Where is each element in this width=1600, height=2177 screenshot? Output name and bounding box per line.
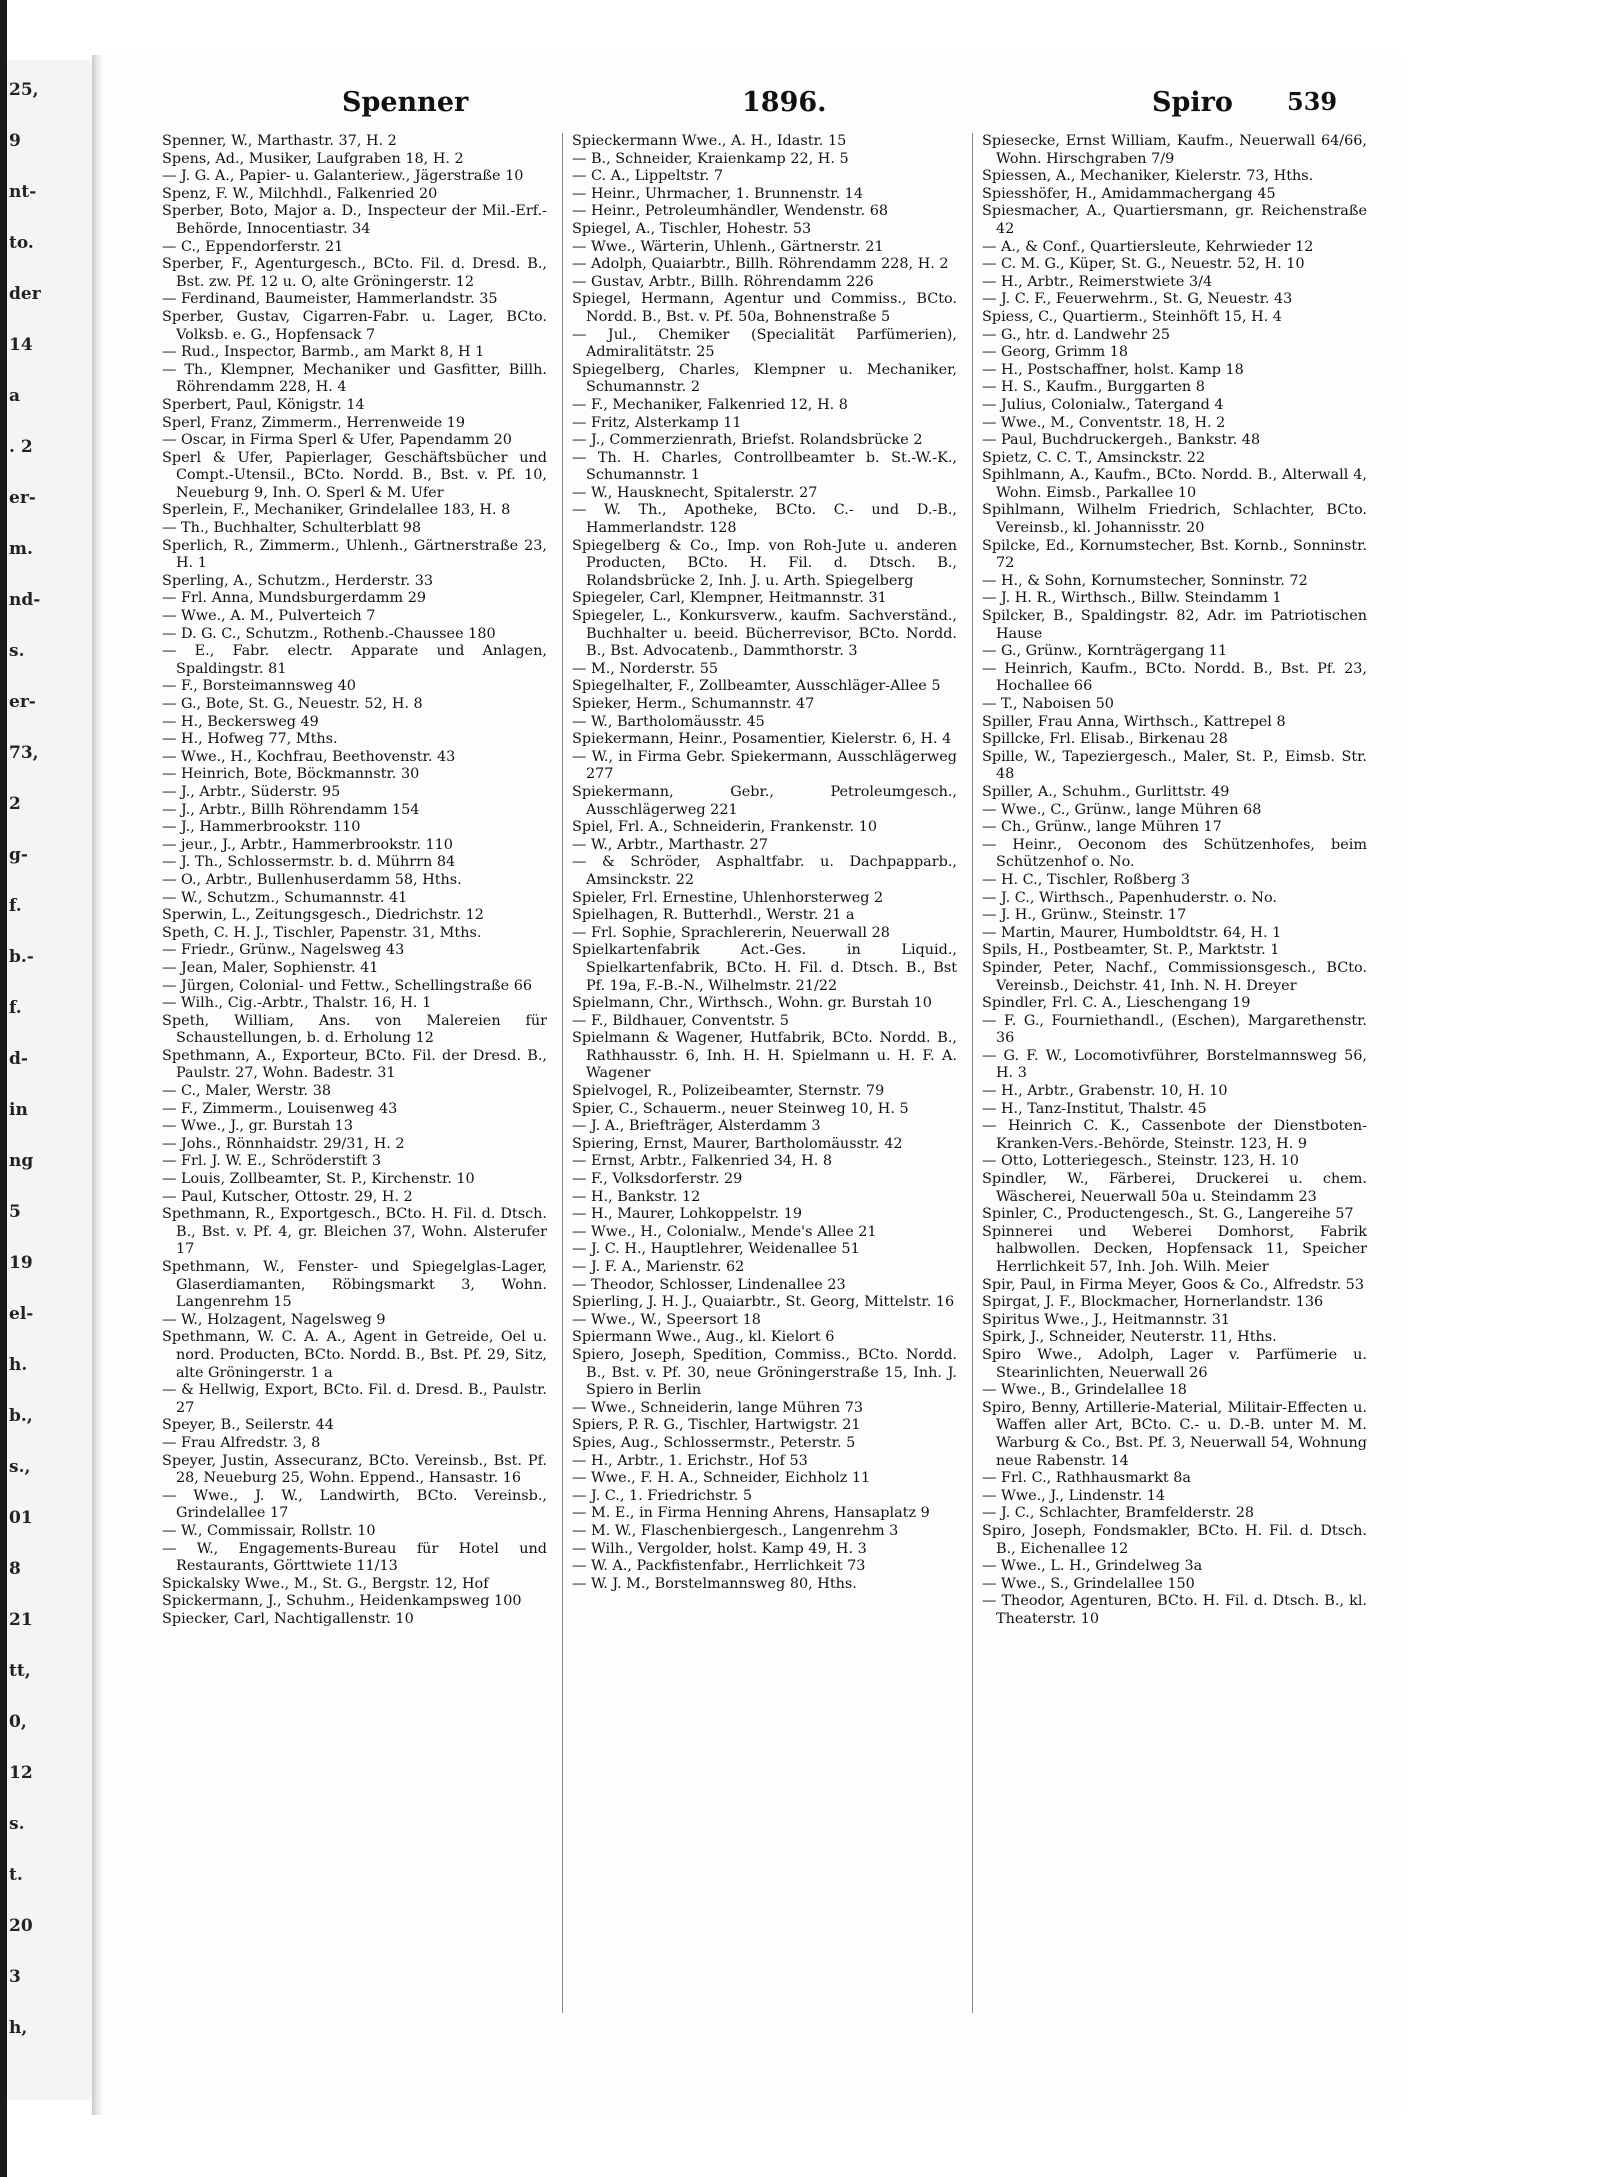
- directory-entry: — Rud., Inspector, Barmb., am Markt 8, H 1: [162, 344, 485, 361]
- previous-page-fragment: h,: [9, 2018, 28, 2038]
- directory-entry: — B., Schneider, Kraienkamp 22, H. 5: [572, 150, 849, 167]
- directory-entry: — J. C., Wirthsch., Papenhuderstr. o. No.: [982, 889, 1277, 906]
- directory-entry: Sperwin, L., Zeitungsgesch., Diedrichstr. 12: [162, 907, 484, 924]
- directory-entry: — Wwe., W., Speersort 18: [572, 1311, 761, 1328]
- previous-page-fragment: 3: [9, 1967, 21, 1987]
- previous-page-fragment: er-: [9, 488, 36, 508]
- directory-entry: Spiegeler, L., Konkursverw., kaufm. Sachverständ., Buchhalter u. beeid. Bücherrevisor, BCto. Nordd. B., Bst. Advocatenb., Dammthorstr. 3: [572, 608, 957, 660]
- directory-entry: Spiegel, A., Tischler, Hohestr. 53: [572, 220, 812, 237]
- directory-entry: — Fritz, Alsterkamp 11: [572, 414, 742, 431]
- directory-entry: Spiekermann, Heinr., Posamentier, Kielerstr. 6, H. 4: [572, 731, 952, 748]
- directory-entry: Spielhagen, R. Butterhdl., Werstr. 21 a: [572, 907, 855, 924]
- directory-entry: — Wwe., J. W., Landwirth, BCto. Vereinsb., Grindelallee 17: [162, 1487, 547, 1522]
- directory-entry: — Wwe., J., gr. Burstah 13: [162, 1118, 353, 1135]
- directory-entry: — D. G. C., Schutzm., Rothenb.-Chaussee 180: [162, 625, 496, 642]
- directory-entry: Sperber, F., Agenturgesch., BCto. Fil. d. Dresd. B., Bst. zw. Pf. 12 u. O, alte Gröningerstr. 12: [162, 256, 547, 290]
- previous-page-fragment: d-: [9, 1049, 28, 1069]
- directory-entry: — G., htr. d. Landwehr 25: [982, 326, 1171, 343]
- directory-entry: Spens, Ad., Musiker, Laufgraben 18, H. 2: [162, 150, 464, 167]
- directory-entry: — J. Th., Schlossermstr. b. d. Mührrn 84: [162, 854, 456, 871]
- directory-entry: — W., Hausknecht, Spitalerstr. 27: [572, 484, 818, 501]
- directory-entry: Spiessen, A., Mechaniker, Kielerstr. 73, Hths.: [982, 168, 1314, 185]
- previous-page-fragment: er-: [9, 692, 36, 712]
- directory-entry: Sperl, Franz, Zimmerm., Herrenweide 19: [162, 414, 465, 431]
- directory-entry: — W., Bartholomäusstr. 45: [572, 713, 765, 730]
- directory-entry: Spille, W., Tapeziergesch., Maler, St. P., Eimsb. Str. 48: [982, 748, 1367, 783]
- directory-entry: — M. E., in Firma Henning Ahrens, Hansaplatz 9: [572, 1505, 930, 1522]
- directory-entry: Spieler, Frl. Ernestine, Uhlenhorsterweg 2: [572, 889, 884, 906]
- directory-entry: Spindler, Frl. C. A., Lieschengang 19: [982, 995, 1251, 1012]
- directory-entry: — Frl. Sophie, Sprachlererin, Neuerwall 28: [572, 924, 890, 941]
- directory-entry: Spielmann, Chr., Wirthsch., Wohn. gr. Burstah 10: [572, 995, 932, 1012]
- directory-entry: Sperbert, Paul, Königstr. 14: [162, 396, 365, 413]
- directory-entry: Spiekermann, Gebr., Petroleumgesch., Ausschlägerweg 221: [572, 783, 957, 818]
- directory-entry: Spiesshöfer, H., Amidammachergang 45: [982, 185, 1276, 202]
- directory-entry: Spethmann, W. C. A. A., Agent in Getreide, Oel u. nord. Producten, BCto. Nordd. B., Bst. Pf. 29, Sitz, alte Gröningerstr. 1 a: [162, 1329, 547, 1381]
- directory-entry: — J. C. H., Hauptlehrer, Weidenallee 51: [572, 1241, 860, 1258]
- directory-entry: — Heinrich, Bote, Böckmannstr. 30: [162, 766, 420, 783]
- previous-page-fragment: der: [9, 284, 41, 304]
- directory-entry: Spiegelhalter, F., Zollbeamter, Ausschläger-Allee 5: [572, 678, 941, 695]
- directory-entry: — J., Arbtr., Billh Röhrendamm 154: [162, 801, 420, 818]
- directory-entry: Spiegel, Hermann, Agentur und Commiss., BCto. Nordd. B., Bst. v. Pf. 50a, Bohnenstraße 5: [572, 291, 957, 325]
- directory-entry: — J. F. A., Marienstr. 62: [572, 1259, 745, 1275]
- directory-entry: — Ernst, Arbtr., Falkenried 34, H. 8: [572, 1153, 833, 1170]
- previous-page-fragment: el-: [9, 1304, 34, 1324]
- directory-entry: Spirgat, J. F., Blockmacher, Hornerlandstr. 136: [982, 1294, 1324, 1311]
- directory-entry: Spilcker, B., Spaldingstr. 82, Adr. im Patriotischen Hause: [982, 608, 1367, 642]
- directory-entry: — W., in Firma Gebr. Spiekermann, Ausschlägerweg 277: [572, 748, 957, 783]
- directory-entry: Spickermann, J., Schuhm., Heidenkampsweg 100: [162, 1593, 522, 1610]
- directory-entry: — Ferdinand, Baumeister, Hammerlandstr. 35: [162, 291, 498, 308]
- directory-entry: — C., Maler, Werstr. 38: [162, 1083, 332, 1100]
- directory-entry: — G. F. W., Locomotivführer, Borstelmannsweg 56, H. 3: [982, 1047, 1367, 1082]
- directory-entry: Spiess, C., Quartierm., Steinhöft 15, H. 4: [982, 308, 1282, 325]
- previous-page-fragment: 19: [9, 1253, 33, 1273]
- directory-entry: — Martin, Maurer, Humboldtstr. 64, H. 1: [982, 924, 1282, 941]
- column-3: [982, 133, 1367, 2013]
- directory-entry: Spies, Aug., Schlossermstr., Peterstr. 5: [572, 1434, 856, 1451]
- directory-entry: — Wwe., A. M., Pulverteich 7: [162, 608, 376, 625]
- previous-page-strip: [7, 60, 92, 2100]
- directory-entry: — W. Th., Apotheke, BCto. C.- und D.-B., Hammerlandstr. 128: [572, 502, 957, 537]
- directory-entry: — J. H., Grünw., Steinstr. 17: [982, 907, 1187, 924]
- directory-entry: — F., Volksdorferstr. 29: [572, 1171, 743, 1188]
- previous-page-fragment: 5: [9, 1202, 21, 1222]
- previous-page-fragment: tt,: [9, 1661, 31, 1681]
- directory-entry: — Georg, Grimm 18: [982, 344, 1129, 361]
- directory-entry: — Otto, Lotteriegesch., Steinstr. 123, H. 10: [982, 1153, 1299, 1170]
- directory-entry: Spinnerei und Weberei Domhorst, Fabrik halbwollen. Decken, Hopfensack 11, Speicher Herrlichkeit 57, Inh. Joh. Wilh. Meier: [982, 1223, 1367, 1275]
- directory-entry: — G., Bote, St. G., Neuestr. 52, H. 8: [162, 696, 423, 712]
- directory-entry: Spiesmacher, A., Quartiersmann, gr. Reichenstraße 42: [982, 203, 1367, 237]
- directory-entry: Sperlein, F., Mechaniker, Grindelallee 183, H. 8: [162, 502, 511, 519]
- directory-entry: — Wwe., F. H. A., Schneider, Eichholz 11: [572, 1470, 871, 1487]
- directory-entry: — W. A., Packfistenfabr., Herrlichkeit 73: [572, 1558, 866, 1575]
- directory-entry: — T., Naboisen 50: [982, 696, 1114, 712]
- previous-page-fragment: s.: [9, 641, 25, 661]
- directory-entry: Spilcke, Ed., Kornumstecher, Bst. Kornb., Sonninstr. 72: [982, 537, 1367, 572]
- directory-entry: Spethmann, W., Fenster- und Spiegelglas-Lager, Glaserdiamanten, Röbingsmarkt 3, Wohn. Langenrehm 15: [162, 1259, 547, 1311]
- directory-entry: Spietz, C. C. T., Amsinckstr. 22: [982, 449, 1206, 466]
- directory-entry: — Frl. Anna, Mundsburgerdamm 29: [162, 590, 427, 607]
- directory-entry: — H. C., Tischler, Roßberg 3: [982, 871, 1191, 888]
- directory-entry: Speth, C. H. J., Tischler, Papenstr. 31, Mths.: [162, 924, 482, 941]
- directory-entry: — Louis, Zollbeamter, St. P., Kirchenstr. 10: [162, 1171, 475, 1188]
- directory-entry: — Frau Alfredstr. 3, 8: [162, 1434, 321, 1451]
- directory-entry: Spenz, F. W., Milchhdl., Falkenried 20: [162, 185, 438, 202]
- previous-page-fragment: nd-: [9, 590, 41, 610]
- directory-entry: — W., Schutzm., Schumannstr. 41: [162, 889, 408, 906]
- directory-entry: — W., Commissair, Rollstr. 10: [162, 1522, 376, 1539]
- previous-page-fragment: b.,: [9, 1406, 33, 1426]
- directory-entry: Spiering, Ernst, Maurer, Bartholomäusstr. 42: [572, 1135, 903, 1152]
- previous-page-fragment: g-: [9, 845, 28, 865]
- directory-entry: Spiegelberg & Co., Imp. von Roh-Jute u. anderen Producten, BCto. H. Fil. d. Dtsch. B., Rolandsbrücke 2, Inh. J. u. Arth. Spiegelberg: [572, 537, 957, 589]
- previous-page-fragment: s.,: [9, 1457, 31, 1477]
- page-header: [102, 87, 1402, 127]
- directory-entry: — Wwe., S., Grindelallee 150: [982, 1575, 1195, 1592]
- directory-entry: Speth, William, Ans. von Malereien für Schaustellungen, b. d. Erholung 12: [162, 1012, 547, 1047]
- previous-page-fragment: b.-: [9, 947, 34, 967]
- directory-entry: — H. S., Kaufm., Burggarten 8: [982, 379, 1205, 396]
- directory-entry: Spinler, C., Productengesch., St. G., Langereihe 57: [982, 1206, 1354, 1223]
- directory-entry: — J. A., Briefträger, Alsterdamm 3: [572, 1118, 821, 1135]
- directory-entry: — Gustav, Arbtr., Billh. Röhrendamm 226: [572, 273, 874, 290]
- directory-entry: Sperling, A., Schutzm., Herderstr. 33: [162, 572, 434, 589]
- directory-entry: — Heinrich C. K., Cassenbote der Dienstboten-Kranken-Vers.-Behörde, Steinstr. 123, H. 9: [982, 1118, 1367, 1152]
- directory-entry: — jeur., J., Arbtr., Hammerbrookstr. 110: [162, 836, 453, 853]
- directory-entry: Spierling, J. H. J., Quaiarbtr., St. Georg, Mittelstr. 16: [572, 1294, 955, 1311]
- directory-entry: — Oscar, in Firma Sperl & Ufer, Papendamm 20: [162, 432, 512, 449]
- directory-entry: — Wilh., Cig.-Arbtr., Thalstr. 16, H. 1: [162, 995, 432, 1012]
- directory-entry: — & Hellwig, Export, BCto. Fil. d. Dresd. B., Paulstr. 27: [162, 1382, 547, 1416]
- column-2: [572, 133, 957, 2013]
- directory-entry: Spielvogel, R., Polizeibeamter, Sternstr. 79: [572, 1083, 885, 1100]
- directory-entry: Spiermann Wwe., Aug., kl. Kielort 6: [572, 1329, 835, 1346]
- directory-entry: — Theodor, Agenturen, BCto. H. Fil. d. Dtsch. B., kl. Theaterstr. 10: [982, 1593, 1367, 1627]
- directory-entry: — J. C., Schlachter, Bramfelderstr. 28: [982, 1505, 1255, 1522]
- directory-entry: — Th., Klempner, Mechaniker und Gasfitter, Billh. Röhrendamm 228, H. 4: [162, 361, 547, 396]
- directory-entry: Spiro Wwe., Adolph, Lager v. Parfümerie u. Stearinlichten, Neuerwall 26: [982, 1346, 1367, 1381]
- column-divider: [972, 133, 973, 2013]
- header-year: 1896.: [742, 87, 827, 118]
- directory-entry: Spickalsky Wwe., M., St. G., Bergstr. 12, Hof: [162, 1575, 489, 1592]
- scan-left-edge: [0, 0, 7, 2177]
- directory-entry: — H., Tanz-Institut, Thalstr. 45: [982, 1100, 1207, 1117]
- directory-entry: Sperl & Ufer, Papierlager, Geschäftsbücher und Compt.-Utensil., BCto. Nordd. B., Bst. v. Pf. 10, Neueburg 9, Inh. O. Sperl & M. Ufer: [162, 449, 547, 501]
- directory-entry: — J. G. A., Papier- u. Galanteriew., Jägerstraße 10: [162, 168, 524, 185]
- previous-page-fragment: 0,: [9, 1712, 27, 1732]
- directory-entry: — A., & Conf., Quartiersleute, Kehrwieder 12: [982, 238, 1314, 255]
- directory-entry: — F. G., Fourniethandl., (Eschen), Margarethenstr. 36: [982, 1012, 1367, 1047]
- directory-entry: Spindler, W., Färberei, Druckerei u. chem. Wäscherei, Neuerwall 50a u. Steindamm 23: [982, 1171, 1367, 1205]
- directory-entry: — J., Hammerbrookstr. 110: [162, 819, 361, 836]
- previous-page-fragment: 14: [9, 335, 33, 355]
- directory-entry: — H., & Sohn, Kornumstecher, Sonninstr. 72: [982, 572, 1308, 589]
- previous-page-fragment: t.: [9, 1865, 23, 1885]
- directory-entry: — Th. H. Charles, Controllbeamter b. St.-W.-K., Schumannstr. 1: [572, 449, 957, 484]
- directory-entry: — Johs., Rönnhaidstr. 29/31, H. 2: [162, 1135, 405, 1152]
- previous-page-fragment: a: [9, 386, 21, 406]
- directory-entry: — Frl. C., Rathhausmarkt 8a: [982, 1470, 1192, 1487]
- directory-entry: — W., Arbtr., Marthastr. 27: [572, 836, 768, 853]
- directory-entry: — Heinr., Petroleumhändler, Wendenstr. 68: [572, 203, 889, 220]
- directory-entry: Spihlmann, A., Kaufm., BCto. Nordd. B., Alterwall 4, Wohn. Eimsb., Parkallee 10: [982, 467, 1367, 501]
- page-number: 539: [1287, 87, 1338, 116]
- directory-entry: Spinder, Peter, Nachf., Commissionsgesch., BCto. Vereinsb., Deichstr. 41, Inh. N. H. Dreyer: [982, 959, 1367, 994]
- directory-entry: — Jürgen, Colonial- und Fettw., Schellingstraße 66: [162, 977, 533, 994]
- directory-entry: — J. H. R., Wirthsch., Billw. Steindamm 1: [982, 590, 1282, 607]
- directory-entry: — Adolph, Quaiarbtr., Billh. Röhrendamm 228, H. 2: [572, 256, 949, 273]
- directory-entry: — H., Maurer, Lohkoppelstr. 19: [572, 1206, 803, 1223]
- directory-entry: — M. W., Flaschenbiergesch., Langenrehm 3: [572, 1522, 899, 1539]
- directory-entry: Spiegelberg, Charles, Klempner u. Mechaniker, Schumannstr. 2: [572, 361, 957, 396]
- previous-page-fragment: 9: [9, 131, 21, 151]
- directory-entry: — Wwe., M., Conventstr. 18, H. 2: [982, 414, 1226, 431]
- directory-entry: — H., Arbtr., Reimerstwiete 3/4: [982, 273, 1213, 290]
- directory-entry: Spihlmann, Wilhelm Friedrich, Schlachter, BCto. Vereinsb., kl. Johannisstr. 20: [982, 502, 1367, 537]
- directory-entry: Spiller, Frau Anna, Wirthsch., Kattrepel 8: [982, 713, 1286, 730]
- directory-entry: Speyer, Justin, Assecuranz, BCto. Vereinsb., Bst. Pf. 28, Neueburg 25, Wohn. Eppend., Hansastr. 16: [162, 1452, 547, 1487]
- previous-page-fragment: m.: [9, 539, 33, 559]
- directory-entry: — Paul, Kutscher, Ottostr. 29, H. 2: [162, 1188, 413, 1205]
- directory-entry: — H., Hofweg 77, Mths.: [162, 731, 338, 748]
- directory-entry: Spenner, W., Marthastr. 37, H. 2: [162, 133, 397, 149]
- directory-entry: — W. J. M., Borstelmannsweg 80, Hths.: [572, 1575, 857, 1592]
- directory-entry: — Julius, Colonialw., Tatergand 4: [982, 396, 1224, 413]
- header-right-keyword: Spiro: [1152, 87, 1233, 118]
- previous-page-fragment: f.: [9, 896, 22, 916]
- directory-entry: — Wwe., L. H., Grindelweg 3a: [982, 1558, 1203, 1575]
- previous-page-fragment: ng: [9, 1151, 34, 1171]
- directory-entry: Spiritus Wwe., J., Heitmannstr. 31: [982, 1311, 1231, 1328]
- column-1: [162, 133, 547, 2013]
- directory-entry: Spieker, Herm., Schumannstr. 47: [572, 696, 815, 712]
- previous-page-fragment: h.: [9, 1355, 28, 1375]
- directory-entry: Spiel, Frl. A., Schneiderin, Frankenstr. 10: [572, 819, 878, 836]
- directory-entry: — Paul, Buchdruckergeh., Bankstr. 48: [982, 432, 1261, 449]
- directory-entry: — Jean, Maler, Sophienstr. 41: [162, 959, 379, 976]
- directory-entry: — J., Arbtr., Süderstr. 95: [162, 783, 341, 800]
- directory-entry: — C., Eppendorferstr. 21: [162, 238, 344, 255]
- directory-entry: — W., Engagements-Bureau für Hotel und Restaurants, Görttwiete 11/13: [162, 1540, 547, 1575]
- directory-entry: — F., Bildhauer, Conventstr. 5: [572, 1012, 789, 1029]
- right-margin: [1402, 0, 1600, 2177]
- previous-page-fragment: . 2: [9, 437, 33, 457]
- directory-entry: Spielmann & Wagener, Hutfabrik, BCto. Nordd. B., Rathhausstr. 6, Inh. H. H. Spielmann u. H. F. A. Wagener: [572, 1030, 957, 1082]
- directory-entry: — Heinr., Uhrmacher, 1. Brunnenstr. 14: [572, 185, 863, 202]
- directory-entry: Sperber, Gustav, Cigarren-Fabr. u. Lager, BCto. Volksb. e. G., Hopfensack 7: [162, 308, 547, 343]
- directory-entry: — O., Arbtr., Bullenhuserdamm 58, Hths.: [162, 871, 462, 888]
- directory-entry: — C. A., Lippeltstr. 7: [572, 168, 723, 185]
- directory-entry: Spiro, Benny, Artillerie-Material, Militair-Effecten u. Waffen aller Art, BCto. C.- u. D.-B. unter M. M. Warburg & Co., Bst. Pf. 3, Neuerwall 54, Wohnung neue Rabenstr. 14: [982, 1399, 1367, 1469]
- directory-entry: — & Schröder, Asphaltfabr. u. Dachpapparb., Amsinckstr. 22: [572, 854, 957, 888]
- directory-entry: Spillcke, Frl. Elisab., Birkenau 28: [982, 731, 1228, 748]
- directory-entry: — Wwe., C., Grünw., lange Mühren 68: [982, 801, 1262, 818]
- header-left-keyword: Spenner: [342, 87, 469, 118]
- directory-entry: Spielkartenfabrik Act.-Ges. in Liquid., Spielkartenfabrik, BCto. H. Fil. d. Dtsch. B., Bst Pf. 19a, F.-B.-N., Wilhelmstr. 21/22: [572, 942, 957, 994]
- directory-entry: — J., Commerzienrath, Briefst. Rolandsbrücke 2: [572, 432, 923, 449]
- directory-entry: — Wwe., H., Kochfrau, Beethovenstr. 43: [162, 748, 456, 765]
- directory-page: [102, 55, 1402, 2115]
- directory-entry: — E., Fabr. electr. Apparate und Anlagen, Spaldingstr. 81: [162, 643, 547, 677]
- directory-entry: Spiller, A., Schuhm., Gurlittstr. 49: [982, 783, 1230, 800]
- page-gutter: [92, 55, 102, 2115]
- directory-entry: Spethmann, R., Exportgesch., BCto. H. Fil. d. Dtsch. B., Bst. v. Pf. 4, gr. Bleichen 37, Wohn. Alsterufer 17: [162, 1206, 547, 1258]
- previous-page-fragment: nt-: [9, 182, 37, 202]
- directory-entry: — Wwe., J., Lindenstr. 14: [982, 1487, 1166, 1504]
- directory-entry: Spiesecke, Ernst William, Kaufm., Neuerwall 64/66, Wohn. Hirschgraben 7/9: [982, 133, 1367, 167]
- previous-page-fragment: 12: [9, 1763, 33, 1783]
- directory-entry: Spils, H., Postbeamter, St. P., Marktstr. 1: [982, 942, 1280, 959]
- directory-entry: — F., Zimmerm., Louisenweg 43: [162, 1100, 398, 1117]
- directory-entry: — Wwe., H., Colonialw., Mende's Allee 21: [572, 1223, 877, 1240]
- previous-page-fragment: to.: [9, 233, 34, 253]
- directory-entry: Spiers, P. R. G., Tischler, Hartwigstr. 21: [572, 1417, 861, 1434]
- directory-entry: Spir, Paul, in Firma Meyer, Goos & Co., Alfredstr. 53: [982, 1276, 1364, 1293]
- directory-entry: — Theodor, Schlosser, Lindenallee 23: [572, 1276, 846, 1293]
- directory-entry: Sperlich, R., Zimmerm., Uhlenh., Gärtnerstraße 23, H. 1: [162, 537, 547, 572]
- directory-entry: Spiro, Joseph, Fondsmakler, BCto. H. Fil. d. Dtsch. B., Eichenallee 12: [982, 1522, 1367, 1557]
- previous-page-fragment: 21: [9, 1610, 33, 1630]
- previous-page-fragment: 20: [9, 1916, 33, 1936]
- directory-entry: — Wwe., Schneiderin, lange Mühren 73: [572, 1399, 864, 1416]
- previous-page-fragment: s.: [9, 1814, 25, 1834]
- directory-entry: Spier, C., Schauerm., neuer Steinweg 10, H. 5: [572, 1100, 909, 1117]
- previous-page-fragment: 8: [9, 1559, 21, 1579]
- directory-entry: — C. M. G., Küper, St. G., Neuestr. 52, H. 10: [982, 256, 1305, 273]
- directory-entry: — H., Beckersweg 49: [162, 713, 319, 730]
- directory-entry: — Frl. J. W. E., Schröderstift 3: [162, 1153, 381, 1170]
- directory-entry: Spiero, Joseph, Spedition, Commiss., BCto. Nordd. B., Bst. v. Pf. 30, neue Gröningerstraße 15, Inh. J. Spiero in Berlin: [572, 1346, 957, 1399]
- directory-entry: — H., Arbtr., 1. Erichstr., Hof 53: [572, 1452, 808, 1469]
- directory-entry: — M., Norderstr. 55: [572, 660, 719, 677]
- directory-entry: Sperber, Boto, Major a. D., Inspecteur der Mil.-Erf.-Behörde, Innocentiastr. 34: [162, 203, 547, 237]
- previous-page-fragment: 25,: [9, 80, 39, 100]
- directory-entry: Spieckermann Wwe., A. H., Idastr. 15: [572, 133, 847, 149]
- previous-page-fragment: f.: [9, 998, 22, 1018]
- directory-entry: — Friedr., Grünw., Nagelsweg 43: [162, 942, 405, 959]
- directory-entry: — G., Grünw., Kornträgergang 11: [982, 643, 1228, 660]
- directory-entry: — Th., Buchhalter, Schulterblatt 98: [162, 520, 422, 537]
- directory-entry: Spirk, J., Schneider, Neuterstr. 11, Hths.: [982, 1329, 1277, 1346]
- directory-entry: Speyer, B., Seilerstr. 44: [162, 1417, 334, 1434]
- directory-entry: — W., Holzagent, Nagelsweg 9: [162, 1311, 386, 1328]
- column-divider: [562, 133, 563, 2013]
- directory-entry: — Wwe., B., Grindelallee 18: [982, 1382, 1187, 1399]
- directory-entry: — Jul., Chemiker (Specialität Parfümerien), Admiralitätstr. 25: [572, 326, 957, 361]
- directory-entry: — F., Borsteimannsweg 40: [162, 678, 356, 695]
- directory-entry: — Heinr., Oeconom des Schützenhofes, beim Schützenhof o. No.: [982, 836, 1367, 871]
- directory-entry: Spiecker, Carl, Nachtigallenstr. 10: [162, 1610, 414, 1627]
- previous-page-fragment: in: [9, 1100, 28, 1120]
- directory-entry: — Ch., Grünw., lange Mühren 17: [982, 819, 1222, 836]
- directory-entry: — F., Mechaniker, Falkenried 12, H. 8: [572, 396, 848, 413]
- directory-entry: — Wwe., Wärterin, Uhlenh., Gärtnerstr. 21: [572, 238, 884, 255]
- directory-entry: — J. C. F., Feuerwehrm., St. G, Neuestr. 43: [982, 291, 1293, 308]
- directory-entry: — Heinrich, Kaufm., BCto. Nordd. B., Bst. Pf. 23, Hochallee 66: [982, 660, 1367, 695]
- previous-page-fragment: 01: [9, 1508, 33, 1528]
- directory-entry: — H., Arbtr., Grabenstr. 10, H. 10: [982, 1083, 1228, 1100]
- previous-page-fragment: 2: [9, 794, 21, 814]
- directory-entry: — Wilh., Vergolder, holst. Kamp 49, H. 3: [572, 1540, 867, 1557]
- directory-entry: — H., Bankstr. 12: [572, 1188, 701, 1205]
- directory-entry: — J. C., 1. Friedrichstr. 5: [572, 1487, 753, 1504]
- previous-page-fragment: 73,: [9, 743, 39, 763]
- directory-entry: — H., Postschaffner, holst. Kamp 18: [982, 361, 1244, 378]
- directory-entry: Spiegeler, Carl, Klempner, Heitmannstr. 31: [572, 590, 887, 607]
- directory-entry: Spethmann, A., Exporteur, BCto. Fil. der Dresd. B., Paulstr. 27, Wohn. Badestr. 31: [162, 1047, 547, 1082]
